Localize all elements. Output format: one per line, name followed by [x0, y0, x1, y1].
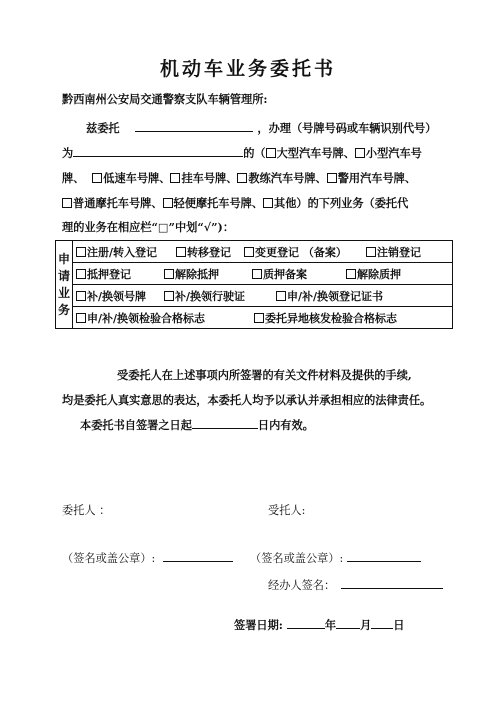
table-row	[73, 307, 453, 329]
principal-label: 委托人 ：	[62, 504, 111, 517]
option-inspection-mark[interactable]	[76, 310, 254, 326]
checkbox-icon	[164, 291, 174, 301]
checkbox-small-plate[interactable]	[355, 148, 365, 158]
text-for: 为	[62, 146, 74, 160]
checkbox-motorcycle-plate[interactable]	[62, 198, 72, 208]
agent-label: 受托人:	[268, 504, 306, 517]
agent-signature-field[interactable]	[347, 550, 421, 562]
option-registration-certificate[interactable]	[276, 288, 383, 304]
checkbox-icon	[76, 269, 86, 279]
checkbox-icon	[164, 269, 174, 279]
option-replace-plate[interactable]	[76, 288, 164, 304]
checkbox-police-plate[interactable]	[327, 173, 337, 183]
option-registration[interactable]	[76, 244, 176, 260]
option-label: 解除抵押	[175, 267, 219, 281]
checkbox-icon	[346, 269, 356, 279]
checkbox-icon	[366, 247, 376, 257]
option-label: 申/补/换领检验合格标志	[87, 311, 206, 325]
checkbox-large-plate[interactable]	[266, 148, 276, 158]
business-table	[55, 240, 453, 329]
option-cancel[interactable]	[366, 244, 421, 260]
para-line-5: 理的业务在相应栏“□”中划“√”)：	[62, 220, 235, 234]
date-label: 签署日期:	[234, 618, 283, 632]
para-line-3	[62, 170, 416, 186]
plate-number-field[interactable]	[73, 145, 243, 157]
checkbox-light-motorcycle-plate[interactable]	[163, 198, 173, 208]
principal-signature-field[interactable]	[163, 550, 233, 562]
validity-text: 本委托书自签署之日起	[80, 418, 192, 432]
addressee: 黔西南州公安局交通警察支队车辆管理所:	[62, 92, 268, 106]
agent-sign-label: （签名或盖公章）:	[250, 552, 344, 565]
label-small-plate: 小型汽车号	[365, 146, 422, 160]
text-handle: ，办理（号牌号码或车辆识别代号）	[257, 121, 437, 135]
month-field[interactable]	[336, 617, 360, 629]
day-label: 日	[393, 618, 405, 632]
option-label: 申/补/换领登记证书	[287, 289, 384, 303]
option-replace-license[interactable]	[164, 288, 276, 304]
checkbox-icon	[76, 247, 86, 257]
checkbox-icon	[276, 291, 286, 301]
agent-name-field[interactable]	[135, 120, 253, 132]
label-police-plate: 警用汽车号牌、	[337, 171, 417, 185]
checkbox-icon	[254, 313, 264, 323]
checkbox-icon	[76, 313, 86, 323]
label-motorcycle-plate: 普通摩托车号牌、	[73, 196, 163, 210]
text-plate-suffix: 牌、	[62, 171, 85, 185]
option-label: 委托异地核发检验合格标志	[265, 311, 397, 325]
checkbox-icon	[76, 291, 86, 301]
text-entrust: 兹委托	[86, 121, 120, 135]
option-pledge[interactable]	[252, 266, 346, 282]
handler-label: 经办人签名：	[268, 579, 336, 592]
option-release-pledge[interactable]	[346, 266, 401, 282]
option-mortgage[interactable]	[76, 266, 164, 282]
text-of: 的（	[243, 146, 266, 160]
checkbox-other[interactable]	[263, 198, 273, 208]
para-line-2	[62, 145, 422, 161]
day-field[interactable]	[371, 617, 393, 629]
option-label: 补/换领行驶证	[175, 289, 246, 303]
year-field[interactable]	[287, 617, 325, 629]
document-title: 机动车业务委托书	[159, 58, 336, 80]
statement-line-3	[80, 417, 314, 433]
label-coach-plate: 教练汽车号牌、	[248, 171, 327, 185]
agent-signature-line	[250, 550, 421, 566]
table-row	[73, 241, 453, 263]
label-trailer-plate: 挂车号牌、	[181, 171, 238, 185]
label-other: 其他）的下列业务（委托代	[274, 196, 409, 210]
checkbox-icon	[176, 247, 186, 257]
validity-days-field[interactable]	[192, 417, 258, 429]
option-label: 变更登记 （备案）	[255, 245, 347, 259]
option-transfer[interactable]	[176, 244, 244, 260]
checkbox-icon	[252, 269, 262, 279]
handler-signature-line	[268, 577, 443, 593]
label-low-speed-plate: 低速车号牌、	[103, 171, 171, 185]
checkbox-coach-plate[interactable]	[237, 173, 247, 183]
year-label: 年	[324, 618, 337, 632]
table-row	[73, 285, 453, 307]
sign-date-line	[234, 617, 405, 633]
option-release-mortgage[interactable]	[164, 266, 252, 282]
option-label: 抵押登记	[87, 267, 131, 281]
checkbox-trailer-plate[interactable]	[170, 173, 180, 183]
statement-line-2: 均是委托人真实意思的表达，本委托人均予以承认并承担相应的法律责任。	[62, 393, 432, 407]
option-remote-inspection-mark[interactable]	[254, 310, 397, 326]
option-change[interactable]	[244, 244, 366, 260]
table-header: 申请业务	[56, 241, 73, 329]
option-label: 注册/转入登记	[87, 245, 158, 259]
principal-signature-line	[62, 550, 233, 566]
principal-sign-label: （签名或盖公章）:	[62, 552, 156, 565]
option-label: 转移登记	[187, 245, 231, 259]
handler-signature-field[interactable]	[341, 577, 443, 589]
option-label: 质押备案	[263, 267, 307, 281]
table-row	[73, 263, 453, 285]
option-label: 补/换领号牌	[87, 289, 147, 303]
label-large-plate: 大型汽车号牌、	[276, 146, 355, 160]
label-light-motorcycle-plate: 轻便摩托车号牌、	[173, 196, 264, 210]
statement-line-1: 受委托人在上述事项内所签署的有关文件材料及提供的手续,	[117, 368, 412, 382]
para-line-4	[62, 195, 408, 211]
option-label: 注销登记	[377, 245, 421, 259]
para-line-1	[86, 120, 436, 136]
checkbox-low-speed-plate[interactable]	[92, 173, 102, 183]
option-label: 解除质押	[357, 267, 401, 281]
checkbox-icon	[244, 247, 254, 257]
month-label: 月	[360, 618, 372, 632]
validity-suffix: 日内有效。	[257, 418, 314, 432]
